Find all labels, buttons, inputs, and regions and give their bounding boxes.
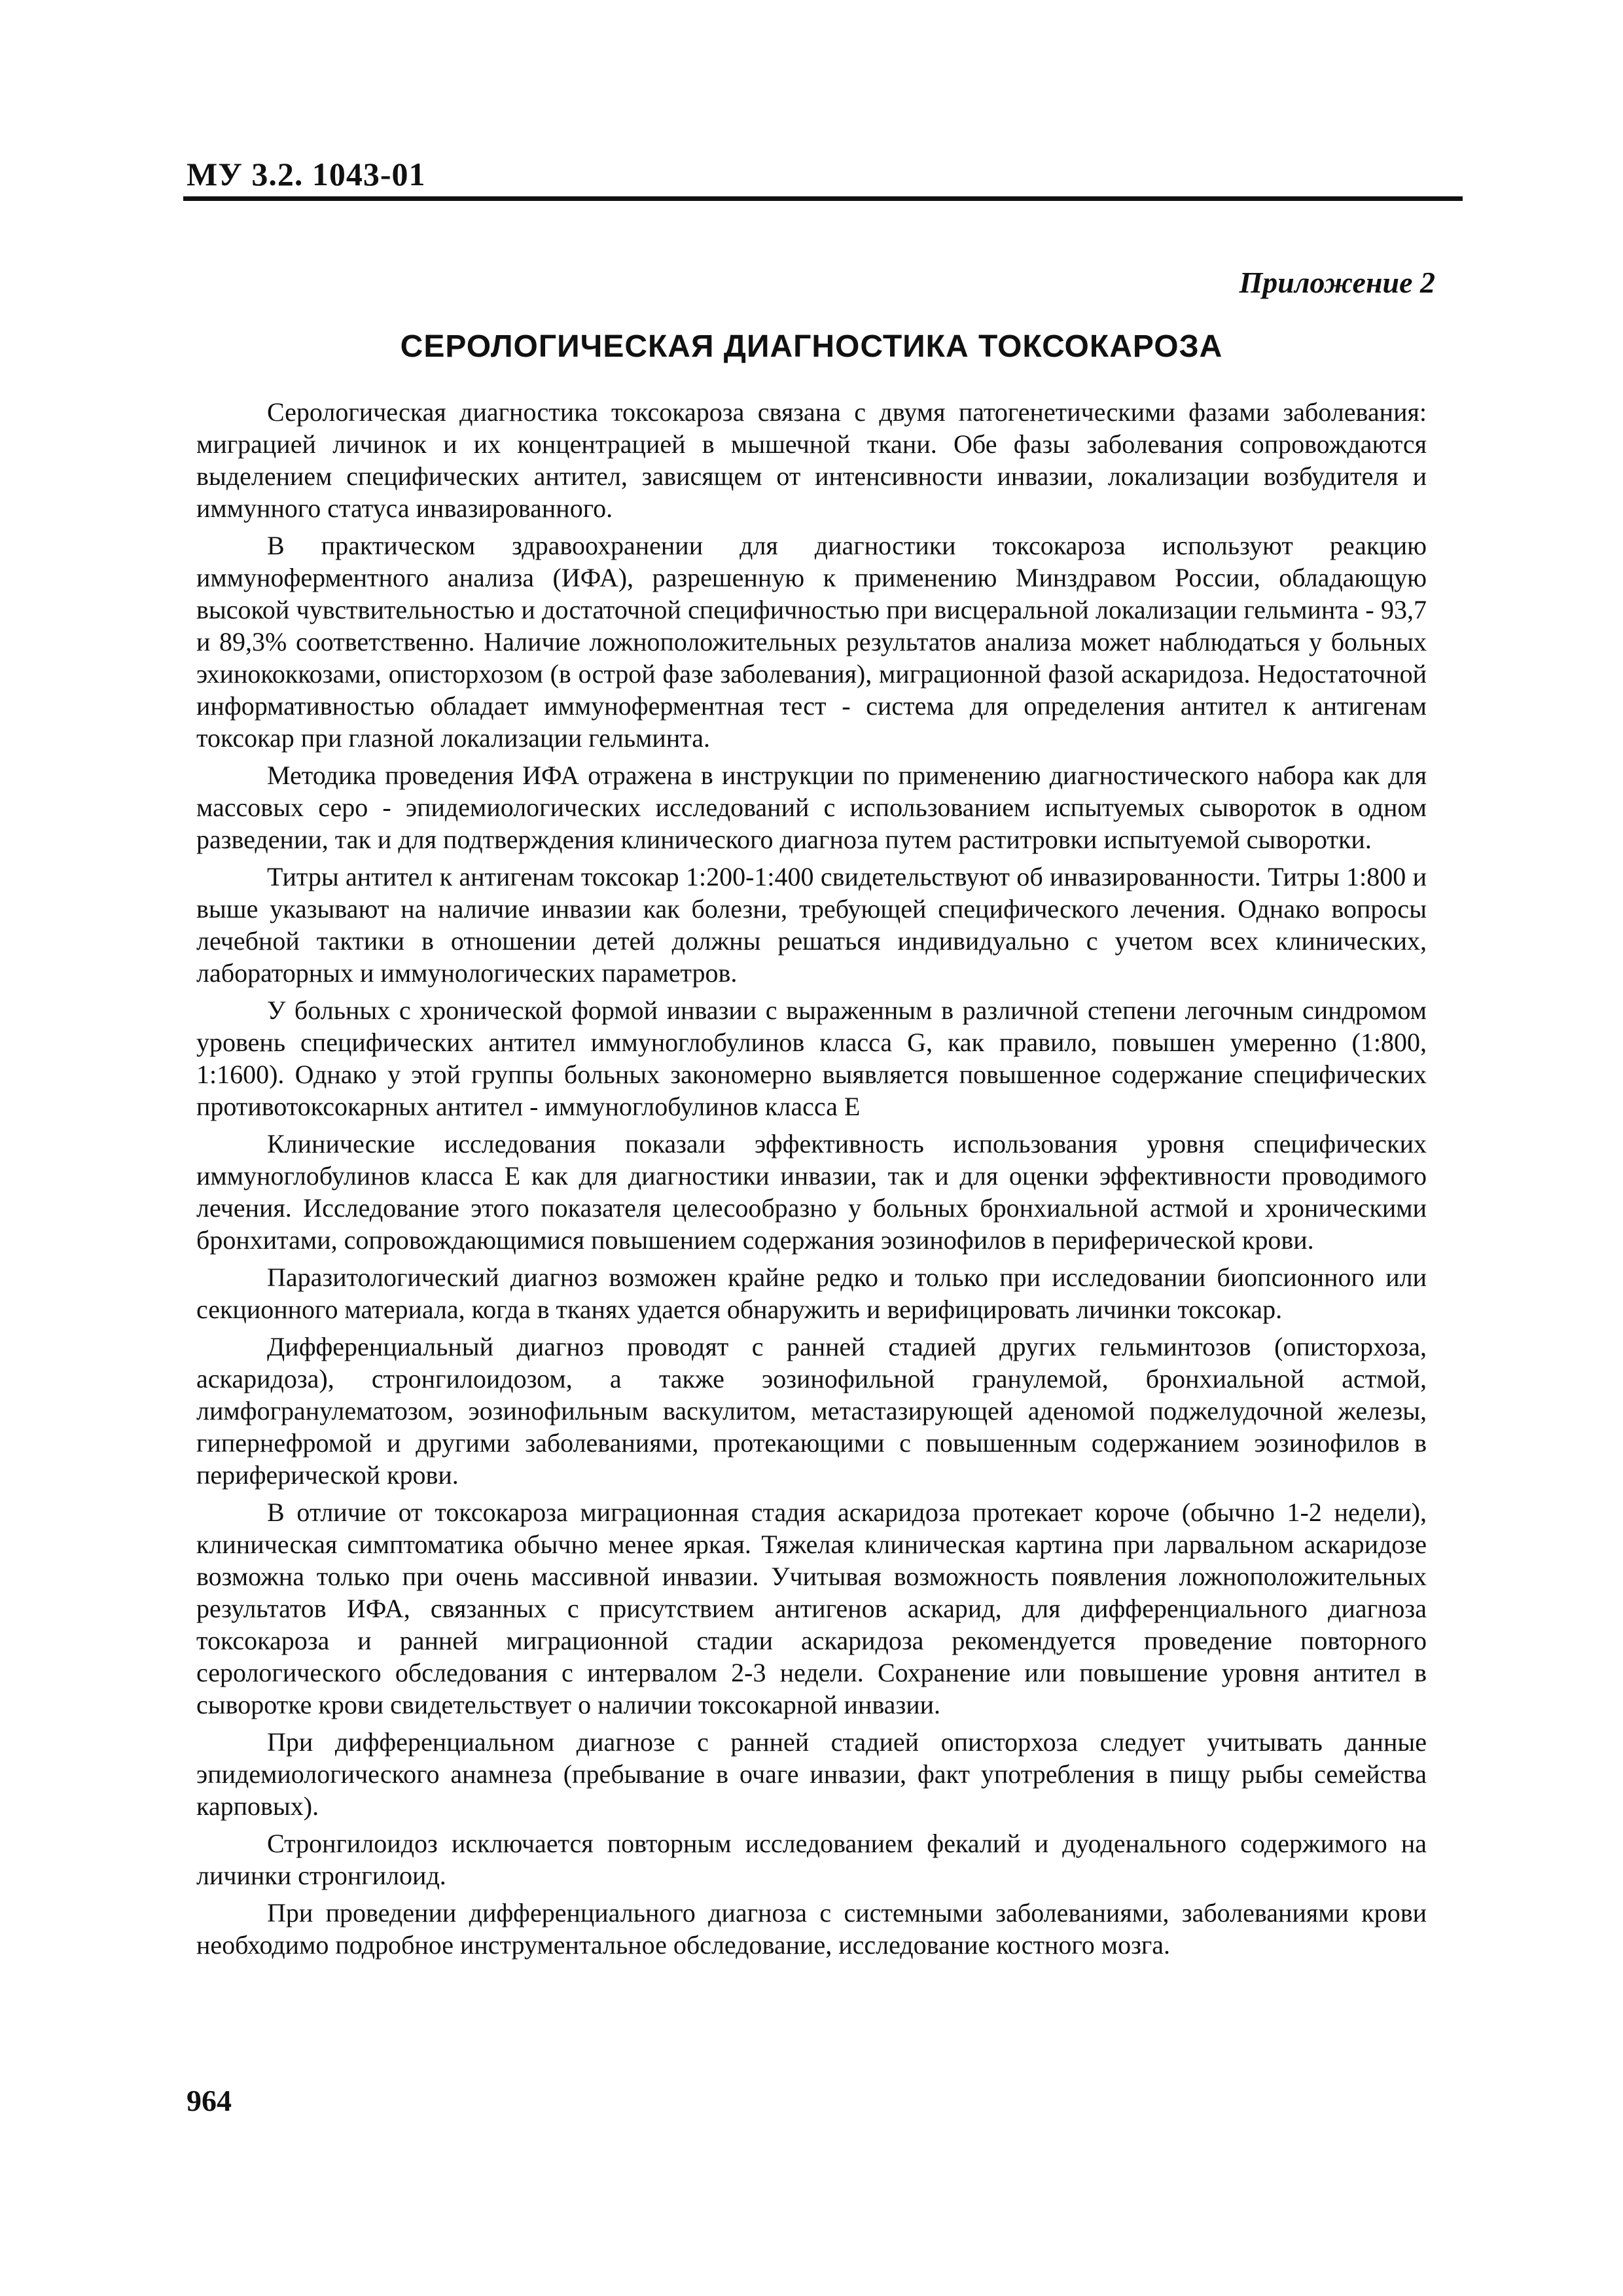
paragraph: В практическом здравоохранении для диагностики токсокароза используют реакцию иммуноферментного анализа (ИФА), разрешенную к применению Минздравом России, обладающую высокой чувствительностью и достаточной специфичностью при висцеральной локализации гельминта - 93,7 и 89,3% соответственно. Наличие ложноположительных результатов анализа может наблюдаться у больных эхинококкозами, описторхозом (в острой фазе заболевания), миграционной фазой аскаридоза. Недостаточной информативностью обладает иммуноферментная тест - система для определения антител к антигенам токсокар при глазной локализации гельминта. xyxy=(196,531,1427,753)
paragraph: У больных с хронической формой инвазии с выраженным в различной степени легочным синдромом уровень специфических антител иммуноглобулинов класса G, как правило, повышен умеренно (1:800, 1:1600). Однако у этой группы больных закономерно выявляется повышенное содержание специфических противотоксокарных антител - иммуноглобулинов класса Е xyxy=(196,996,1427,1121)
paragraph: Титры антител к антигенам токсокар 1:200-1:400 свидетельствуют об инвазированности. Титры 1:800 и выше указывают на наличие инвазии как болезни, требующей специфического лечения. Однако вопросы лечебной тактики в отношении детей должны решаться индивидуально с учетом всех клинических, лабораторных и иммунологических параметров. xyxy=(196,862,1427,988)
document-code-header: МУ 3.2. 1043-01 xyxy=(187,156,426,192)
body-text xyxy=(196,396,1427,1966)
document-title: СЕРОЛОГИЧЕСКАЯ ДИАГНОСТИКА ТОКСОКАРОЗА xyxy=(400,329,1223,364)
paragraph: При дифференциальном диагнозе с ранней стадией описторхоза следует учитывать данные эпидемиологического анамнеза (пребывание в очаге инвазии, факт употребления в пищу рыбы семейства карповых). xyxy=(196,1727,1427,1821)
paragraph: Стронгилоидоз исключается повторным исследованием фекалий и дуоденального содержимого на личинки стронгилоид. xyxy=(196,1829,1427,1890)
paragraph: Клинические исследования показали эффективность использования уровня специфических иммуноглобулинов класса Е как для диагностики инвазии, так и для оценки эффективности проводимого лечения. Исследование этого показателя целесообразно у больных бронхиальной астмой и хроническими бронхитами, сопровождающимися повышением содержания эозинофилов в периферической крови. xyxy=(196,1129,1427,1255)
paragraph: Паразитологический диагноз возможен крайне редко и только при исследовании биопсионного или секционного материала, когда в тканях удается обнаружить и верифицировать личинки токсокар. xyxy=(196,1263,1427,1324)
header-divider xyxy=(183,196,1463,201)
paragraph: Методика проведения ИФА отражена в инструкции по применению диагностического набора как для массовых серо - эпидемиологических исследований с использованием испытуемых сывороток в одном разведении, так и для подтверждения клинического диагноза путем раститровки испытуемой сыворотки. xyxy=(196,761,1427,854)
paragraph: В отличие от токсокароза миграционная стадия аскаридоза протекает короче (обычно 1-2 недели), клиническая симптоматика обычно менее яркая. Тяжелая клиническая картина при ларвальном аскаридозе возможна только при очень массивной инвазии. Учитывая возможность появления ложноположительных результатов ИФА, связанных с присутствием антигенов аскарид, для дифференциального диагноза токсокароза и ранней миграционной стадии аскаридоза рекомендуется проведение повторного серологического обследования с интервалом 2-3 недели. Сохранение или повышение уровня антител в сыворотке крови свидетельствует о наличии токсокарной инвазии. xyxy=(196,1498,1427,1719)
appendix-label: Приложение 2 xyxy=(1239,266,1435,299)
page-number: 964 xyxy=(187,2084,232,2117)
paragraph: Серологическая диагностика токсокароза связана с двумя патогенетическими фазами заболевания: миграцией личинок и их концентрацией в мышечной ткани. Обе фазы заболевания сопровождаются выделением специфических антител, зависящем от интенсивности инвазии, локализации возбудителя и иммунного статуса инвазированного. xyxy=(196,397,1427,523)
paragraph: При проведении дифференциального диагноза с системными заболеваниями, заболеваниями крови необходимо подробное инструментальное обследование, исследование костного мозга. xyxy=(196,1898,1427,1960)
paragraph: Дифференциальный диагноз проводят с ранней стадией других гельминтозов (описторхоза, аскаридоза), стронгилоидозом, а также эозинофильной гранулемой, бронхиальной астмой, лимфогранулематозом, эозинофильным васкулитом, метастазирующей аденомой поджелудочной железы, гипернефромой и другими заболеваниями, протекающими с повышенным содержанием эозинофилов в периферической крови. xyxy=(196,1332,1427,1490)
